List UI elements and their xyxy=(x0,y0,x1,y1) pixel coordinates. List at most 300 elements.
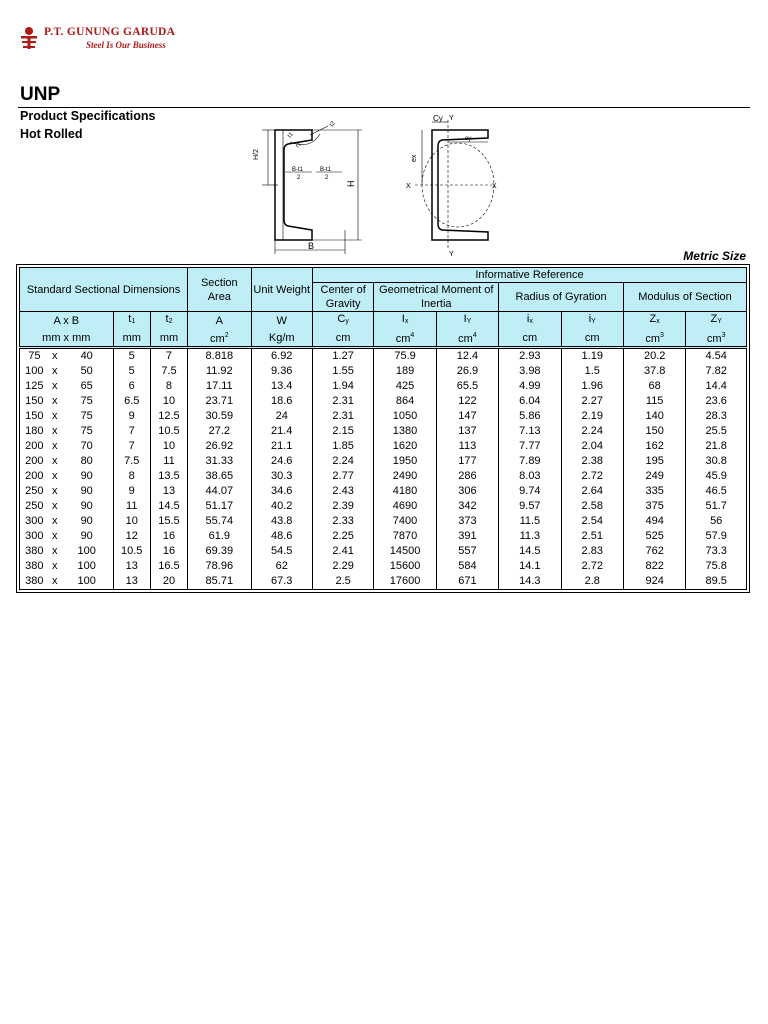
cell-modulus-zx: 150 xyxy=(623,424,685,439)
cell-moment-ix: 1380 xyxy=(374,424,436,439)
label-two-right: 2 xyxy=(325,175,329,181)
cell-thickness-t2: 14.5 xyxy=(150,499,187,514)
table-row xyxy=(20,499,747,514)
label-x-left: X xyxy=(406,183,411,190)
cell-section-area: 78.96 xyxy=(188,559,251,574)
label-b-t1-left: B-t1 xyxy=(292,167,304,173)
cell-radius-ix: 11.5 xyxy=(499,514,561,529)
header-a: A xyxy=(188,312,251,330)
header-informative-reference: Informative Reference xyxy=(312,268,746,283)
cell-moment-ix: 17600 xyxy=(374,574,436,590)
cell-modulus-zx: 822 xyxy=(623,559,685,574)
header-w: W xyxy=(251,312,312,330)
table-row xyxy=(20,348,747,365)
cell-section-area: 8.818 xyxy=(188,348,251,365)
cell-unit-weight: 24.6 xyxy=(251,454,312,469)
unit-cy: cm xyxy=(312,329,373,348)
cell-radius-iy: 2.19 xyxy=(561,409,623,424)
cell-dim-a: 125 xyxy=(20,379,49,394)
table-row xyxy=(20,529,747,544)
cell-center-of-gravity: 2.15 xyxy=(312,424,373,439)
table-row xyxy=(20,409,747,424)
header-section-area: Section Area xyxy=(188,268,251,312)
cell-dim-x: x xyxy=(49,348,61,365)
cell-section-area: 51.17 xyxy=(188,499,251,514)
cell-dim-x: x xyxy=(51,470,58,482)
unit-ix: $cm^4$ xyxy=(374,329,436,348)
cell-dim-x: x xyxy=(51,485,58,497)
cell-moment-ix: 425 xyxy=(374,379,436,394)
label-y-top: Y xyxy=(449,115,454,122)
table-row xyxy=(20,469,747,484)
cell-dim-x: x xyxy=(51,500,58,512)
unp-section-diagram xyxy=(250,112,510,262)
header-zx: Zx xyxy=(623,312,685,330)
label-ex: ex xyxy=(411,154,418,162)
cell-thickness-t1: 12 xyxy=(113,529,150,544)
cell-thickness-t1: 9 xyxy=(113,409,150,424)
cell-moment-ix: 1950 xyxy=(374,454,436,469)
cell-unit-weight: 21.1 xyxy=(251,439,312,454)
cell-moment-iy: 113 xyxy=(436,439,498,454)
header-t2: t2 xyxy=(150,312,187,330)
cell-radius-iy: 2.58 xyxy=(561,499,623,514)
cell-radius-ix: 2.93 xyxy=(499,348,561,365)
cell-center-of-gravity: 1.94 xyxy=(312,379,373,394)
cell-radius-ix: 11.3 xyxy=(499,529,561,544)
cell-thickness-t1: 9 xyxy=(113,484,150,499)
table-row xyxy=(20,364,747,379)
cell-section-area: 38.65 xyxy=(188,469,251,484)
cell-thickness-t1: 10 xyxy=(113,514,150,529)
cell-center-of-gravity: 2.31 xyxy=(312,394,373,409)
table-row xyxy=(20,559,747,574)
cell-dim-b: 75 xyxy=(61,394,113,409)
company-logo xyxy=(18,24,198,52)
cell-modulus-zy: 51.7 xyxy=(686,499,747,514)
cell-thickness-t1: 10.5 xyxy=(113,544,150,559)
cell-thickness-t1: 11 xyxy=(113,499,150,514)
cell-section-area: 17.11 xyxy=(188,379,251,394)
cell-dim-a: 250 xyxy=(20,499,49,514)
cell-modulus-zx: 249 xyxy=(623,469,685,484)
cell-dim-a: 300 xyxy=(20,514,49,529)
header-t1: t1 xyxy=(113,312,150,330)
label-two-left: 2 xyxy=(297,175,301,181)
label-ey: ey xyxy=(465,136,472,142)
cell-dim-a: 100 xyxy=(20,364,49,379)
cell-radius-ix: 14.3 xyxy=(499,574,561,590)
cell-moment-iy: 12.4 xyxy=(436,348,498,365)
label-r1: r1 xyxy=(294,141,303,150)
channel-axis-drawing xyxy=(415,120,494,248)
cell-moment-iy: 137 xyxy=(436,424,498,439)
cell-unit-weight: 6.92 xyxy=(251,348,312,365)
cell-thickness-t1: 6.5 xyxy=(113,394,150,409)
cell-dim-a: 380 xyxy=(20,574,49,590)
unit-rx: cm xyxy=(499,329,561,348)
cell-thickness-t2: 10 xyxy=(150,439,187,454)
header-radius-of-gyration: Radius of Gyration xyxy=(499,283,624,312)
company-tagline: Steel Is Our Business xyxy=(86,40,166,50)
cell-modulus-zy: 73.3 xyxy=(686,544,747,559)
cell-dim-x: x xyxy=(51,380,58,392)
header-row-1 xyxy=(20,268,747,283)
cell-unit-weight: 13.4 xyxy=(251,379,312,394)
cell-unit-weight: 48.6 xyxy=(251,529,312,544)
cell-unit-weight: 18.6 xyxy=(251,394,312,409)
cell-section-area: 69.39 xyxy=(188,544,251,559)
cell-modulus-zx: 525 xyxy=(623,529,685,544)
cell-modulus-zy: 25.5 xyxy=(686,424,747,439)
cell-modulus-zx: 140 xyxy=(623,409,685,424)
cell-radius-ix: 14.1 xyxy=(499,559,561,574)
cell-dim-a: 380 xyxy=(20,544,49,559)
cell-dim-a: 150 xyxy=(20,394,49,409)
cell-dim-a: 180 xyxy=(20,424,49,439)
cell-section-area: 11.92 xyxy=(188,364,251,379)
page-title: UNP xyxy=(20,84,61,105)
cell-thickness-t2: 7.5 xyxy=(150,364,187,379)
cell-modulus-zy: 57.9 xyxy=(686,529,747,544)
cell-moment-iy: 306 xyxy=(436,484,498,499)
cell-modulus-zy: 7.82 xyxy=(686,364,747,379)
cell-dim-x: x xyxy=(51,365,58,377)
cell-dim-b: 80 xyxy=(61,454,113,469)
cell-dim-a: 200 xyxy=(20,469,49,484)
cell-thickness-t2: 12.5 xyxy=(150,409,187,424)
subtitle-product-specifications: Product Specifications xyxy=(20,109,156,123)
label-t2: t2 xyxy=(328,120,337,129)
cell-radius-ix: 4.99 xyxy=(499,379,561,394)
cell-modulus-zx: 762 xyxy=(623,544,685,559)
company-name: P.T. GUNUNG GARUDA xyxy=(44,26,176,38)
cell-unit-weight: 34.6 xyxy=(251,484,312,499)
label-x-right: X xyxy=(492,183,497,190)
header-zy: ZY xyxy=(686,312,747,330)
cell-center-of-gravity: 2.77 xyxy=(312,469,373,484)
cell-center-of-gravity: 2.43 xyxy=(312,484,373,499)
cell-modulus-zx: 195 xyxy=(623,454,685,469)
cell-moment-iy: 286 xyxy=(436,469,498,484)
cell-moment-iy: 671 xyxy=(436,574,498,590)
header-rx: ix xyxy=(499,312,561,330)
cell-center-of-gravity: 2.24 xyxy=(312,454,373,469)
cell-moment-iy: 147 xyxy=(436,409,498,424)
cell-thickness-t2: 15.5 xyxy=(150,514,187,529)
header-moment-of-inertia: Geometrical Moment of Inertia xyxy=(374,283,499,312)
cell-thickness-t1: 5 xyxy=(113,348,150,365)
cell-radius-iy: 2.64 xyxy=(561,484,623,499)
cell-section-area: 85.71 xyxy=(188,574,251,590)
cell-unit-weight: 67.3 xyxy=(251,574,312,590)
subtitle-hot-rolled: Hot Rolled xyxy=(20,127,83,141)
cell-moment-iy: 26.9 xyxy=(436,364,498,379)
header-symbol-row xyxy=(20,312,747,330)
unp-spec-table xyxy=(19,267,747,590)
cell-center-of-gravity: 2.31 xyxy=(312,409,373,424)
cell-thickness-t1: 7 xyxy=(113,424,150,439)
cell-center-of-gravity: 1.27 xyxy=(312,348,373,365)
cell-moment-ix: 189 xyxy=(374,364,436,379)
cell-thickness-t2: 13.5 xyxy=(150,469,187,484)
cell-modulus-zy: 28.3 xyxy=(686,409,747,424)
cell-dim-x: x xyxy=(51,530,58,542)
cell-dim-x: x xyxy=(49,574,61,590)
cell-center-of-gravity: 1.85 xyxy=(312,439,373,454)
cell-thickness-t2: 20 xyxy=(150,574,187,590)
cell-thickness-t2: 11 xyxy=(150,454,187,469)
cell-modulus-zy: 23.6 xyxy=(686,394,747,409)
cell-unit-weight: 62 xyxy=(251,559,312,574)
cell-thickness-t1: 13 xyxy=(113,559,150,574)
cell-modulus-zy: 56 xyxy=(686,514,747,529)
header-ry: iY xyxy=(561,312,623,330)
metric-size-note: Metric Size xyxy=(683,249,746,263)
table-row xyxy=(20,379,747,394)
cell-radius-ix: 3.98 xyxy=(499,364,561,379)
cell-dim-x: x xyxy=(51,425,58,437)
header-ix: Ix xyxy=(374,312,436,330)
cell-modulus-zx: 37.8 xyxy=(623,364,685,379)
cell-moment-iy: 342 xyxy=(436,499,498,514)
cell-modulus-zy: 21.8 xyxy=(686,439,747,454)
cell-section-area: 31.33 xyxy=(188,454,251,469)
cell-moment-ix: 75.9 xyxy=(374,348,436,365)
cell-modulus-zy: 30.8 xyxy=(686,454,747,469)
cell-dim-b: 75 xyxy=(61,409,113,424)
label-h: H xyxy=(346,180,356,187)
cell-center-of-gravity: 2.39 xyxy=(312,499,373,514)
spec-table-body xyxy=(20,348,747,590)
cell-thickness-t1: 7 xyxy=(113,439,150,454)
cell-dim-x: x xyxy=(51,560,58,572)
cell-dim-a: 250 xyxy=(20,484,49,499)
cell-thickness-t2: 16.5 xyxy=(150,559,187,574)
cell-moment-iy: 373 xyxy=(436,514,498,529)
cell-radius-iy: 1.96 xyxy=(561,379,623,394)
cell-dim-b: 90 xyxy=(61,529,113,544)
cell-thickness-t1: 7.5 xyxy=(113,454,150,469)
cell-thickness-t2: 8 xyxy=(150,379,187,394)
cell-moment-ix: 1050 xyxy=(374,409,436,424)
cell-radius-iy: 2.24 xyxy=(561,424,623,439)
cell-modulus-zx: 115 xyxy=(623,394,685,409)
unit-zx: $cm^3$ xyxy=(623,329,685,348)
title-divider xyxy=(18,107,750,108)
cell-moment-ix: 1620 xyxy=(374,439,436,454)
table-row xyxy=(20,454,747,469)
cell-radius-iy: 2.27 xyxy=(561,394,623,409)
cell-center-of-gravity: 2.5 xyxy=(312,574,373,590)
header-axb: A x B xyxy=(20,312,114,330)
cell-modulus-zx: 375 xyxy=(623,499,685,514)
header-unit-weight: Unit Weight xyxy=(251,268,312,312)
cell-radius-ix: 8.03 xyxy=(499,469,561,484)
cell-radius-ix: 6.04 xyxy=(499,394,561,409)
label-b: B xyxy=(308,241,315,251)
cell-modulus-zy: 75.8 xyxy=(686,559,747,574)
cell-radius-iy: 2.72 xyxy=(561,559,623,574)
cell-dim-x: x xyxy=(51,455,58,467)
unit-zy: $cm^3$ xyxy=(686,329,747,348)
header-modulus-of-section: Modulus of Section xyxy=(623,283,746,312)
cell-radius-ix: 9.57 xyxy=(499,499,561,514)
label-b-t1-right: B-t1 xyxy=(320,167,332,173)
cell-dim-a: 380 xyxy=(20,559,49,574)
cell-dim-x: x xyxy=(51,395,58,407)
cell-dim-a: 75 xyxy=(20,348,49,365)
cell-section-area: 26.92 xyxy=(188,439,251,454)
cell-radius-iy: 2.04 xyxy=(561,439,623,454)
spec-table-frame xyxy=(16,264,750,593)
cell-moment-ix: 14500 xyxy=(374,544,436,559)
unit-iy: $cm^4$ xyxy=(436,329,498,348)
cell-center-of-gravity: 1.55 xyxy=(312,364,373,379)
cell-center-of-gravity: 2.29 xyxy=(312,559,373,574)
unit-area: $cm^2$ xyxy=(188,329,251,348)
cell-modulus-zy: 45.9 xyxy=(686,469,747,484)
cell-section-area: 61.9 xyxy=(188,529,251,544)
cell-thickness-t2: 7 xyxy=(150,348,187,365)
cell-modulus-zx: 20.2 xyxy=(623,348,685,365)
cell-dim-b: 70 xyxy=(61,439,113,454)
cell-modulus-zx: 494 xyxy=(623,514,685,529)
label-h-half: H/2 xyxy=(253,149,260,160)
cell-modulus-zy: 4.54 xyxy=(686,348,747,365)
cell-unit-weight: 43.8 xyxy=(251,514,312,529)
cell-radius-iy: 2.8 xyxy=(561,574,623,590)
table-row xyxy=(20,484,747,499)
cell-radius-iy: 1.5 xyxy=(561,364,623,379)
cell-moment-iy: 122 xyxy=(436,394,498,409)
cell-radius-ix: 7.77 xyxy=(499,439,561,454)
cell-section-area: 23.71 xyxy=(188,394,251,409)
cell-thickness-t2: 13 xyxy=(150,484,187,499)
cell-moment-iy: 557 xyxy=(436,544,498,559)
cell-dim-b: 65 xyxy=(61,379,113,394)
cell-thickness-t1: 8 xyxy=(113,469,150,484)
cell-dim-a: 200 xyxy=(20,454,49,469)
cell-center-of-gravity: 2.41 xyxy=(312,544,373,559)
cell-dim-b: 75 xyxy=(61,424,113,439)
cell-modulus-zx: 68 xyxy=(623,379,685,394)
table-row xyxy=(20,439,747,454)
cell-radius-ix: 5.86 xyxy=(499,409,561,424)
cell-radius-iy: 1.19 xyxy=(561,348,623,365)
header-iy: IY xyxy=(436,312,498,330)
cell-moment-ix: 2490 xyxy=(374,469,436,484)
cell-section-area: 44.07 xyxy=(188,484,251,499)
cell-thickness-t1: 13 xyxy=(113,574,150,590)
cell-radius-iy: 2.72 xyxy=(561,469,623,484)
channel-dimension-drawing xyxy=(262,126,362,254)
cell-thickness-t2: 16 xyxy=(150,529,187,544)
cell-dim-b: 40 xyxy=(61,348,113,365)
cell-moment-ix: 15600 xyxy=(374,559,436,574)
table-row xyxy=(20,394,747,409)
cell-dim-b: 50 xyxy=(61,364,113,379)
header-cy: Cy xyxy=(312,312,373,330)
cell-radius-iy: 2.51 xyxy=(561,529,623,544)
cell-moment-iy: 65.5 xyxy=(436,379,498,394)
cell-moment-ix: 4180 xyxy=(374,484,436,499)
cell-dim-b: 90 xyxy=(61,514,113,529)
table-row xyxy=(20,514,747,529)
cell-moment-iy: 177 xyxy=(436,454,498,469)
cell-moment-ix: 7870 xyxy=(374,529,436,544)
cell-unit-weight: 30.3 xyxy=(251,469,312,484)
cell-dim-b: 100 xyxy=(61,574,113,590)
cell-thickness-t2: 10 xyxy=(150,394,187,409)
cell-modulus-zy: 89.5 xyxy=(686,574,747,590)
header-center-of-gravity: Center of Gravity xyxy=(312,283,373,312)
cell-unit-weight: 24 xyxy=(251,409,312,424)
cell-unit-weight: 9.36 xyxy=(251,364,312,379)
cell-dim-a: 200 xyxy=(20,439,49,454)
unit-mmxmm: mm x mm xyxy=(20,329,114,348)
cell-section-area: 55.74 xyxy=(188,514,251,529)
cell-moment-iy: 391 xyxy=(436,529,498,544)
label-cy: Cy xyxy=(433,114,443,123)
table-row xyxy=(20,574,747,590)
cell-dim-x: x xyxy=(51,410,58,422)
cell-modulus-zx: 162 xyxy=(623,439,685,454)
label-y-bottom: Y xyxy=(449,251,454,258)
cell-dim-b: 100 xyxy=(61,559,113,574)
cell-dim-a: 150 xyxy=(20,409,49,424)
cell-moment-ix: 4690 xyxy=(374,499,436,514)
cell-modulus-zy: 14.4 xyxy=(686,379,747,394)
cell-radius-ix: 9.74 xyxy=(499,484,561,499)
cell-radius-ix: 7.89 xyxy=(499,454,561,469)
cell-dim-x: x xyxy=(51,440,58,452)
cell-center-of-gravity: 2.25 xyxy=(312,529,373,544)
cell-modulus-zx: 924 xyxy=(623,574,685,590)
unit-weight: Kg/m xyxy=(251,329,312,348)
unit-ry: cm xyxy=(561,329,623,348)
cell-dim-a: 300 xyxy=(20,529,49,544)
cell-moment-iy: 584 xyxy=(436,559,498,574)
cell-unit-weight: 21.4 xyxy=(251,424,312,439)
cell-dim-b: 90 xyxy=(61,469,113,484)
cell-thickness-t1: 5 xyxy=(113,364,150,379)
label-t1: t1 xyxy=(286,131,295,140)
cell-section-area: 27.2 xyxy=(188,424,251,439)
cell-dim-x: x xyxy=(51,545,58,557)
unit-t1-mm: mm xyxy=(113,329,150,348)
cell-modulus-zx: 335 xyxy=(623,484,685,499)
cell-thickness-t2: 16 xyxy=(150,544,187,559)
cell-dim-x: x xyxy=(51,515,58,527)
table-row xyxy=(20,544,747,559)
header-unit-row xyxy=(20,329,747,348)
cell-radius-iy: 2.38 xyxy=(561,454,623,469)
cell-radius-iy: 2.83 xyxy=(561,544,623,559)
table-row xyxy=(20,424,747,439)
header-standard-dimensions: Standard Sectional Dimensions xyxy=(20,268,188,312)
cell-dim-b: 90 xyxy=(61,484,113,499)
garuda-logo-icon xyxy=(18,26,40,50)
cell-center-of-gravity: 2.33 xyxy=(312,514,373,529)
cell-radius-iy: 2.54 xyxy=(561,514,623,529)
cell-section-area: 30.59 xyxy=(188,409,251,424)
cell-dim-b: 100 xyxy=(61,544,113,559)
cell-unit-weight: 40.2 xyxy=(251,499,312,514)
cell-modulus-zy: 46.5 xyxy=(686,484,747,499)
cell-unit-weight: 54.5 xyxy=(251,544,312,559)
cell-moment-ix: 7400 xyxy=(374,514,436,529)
